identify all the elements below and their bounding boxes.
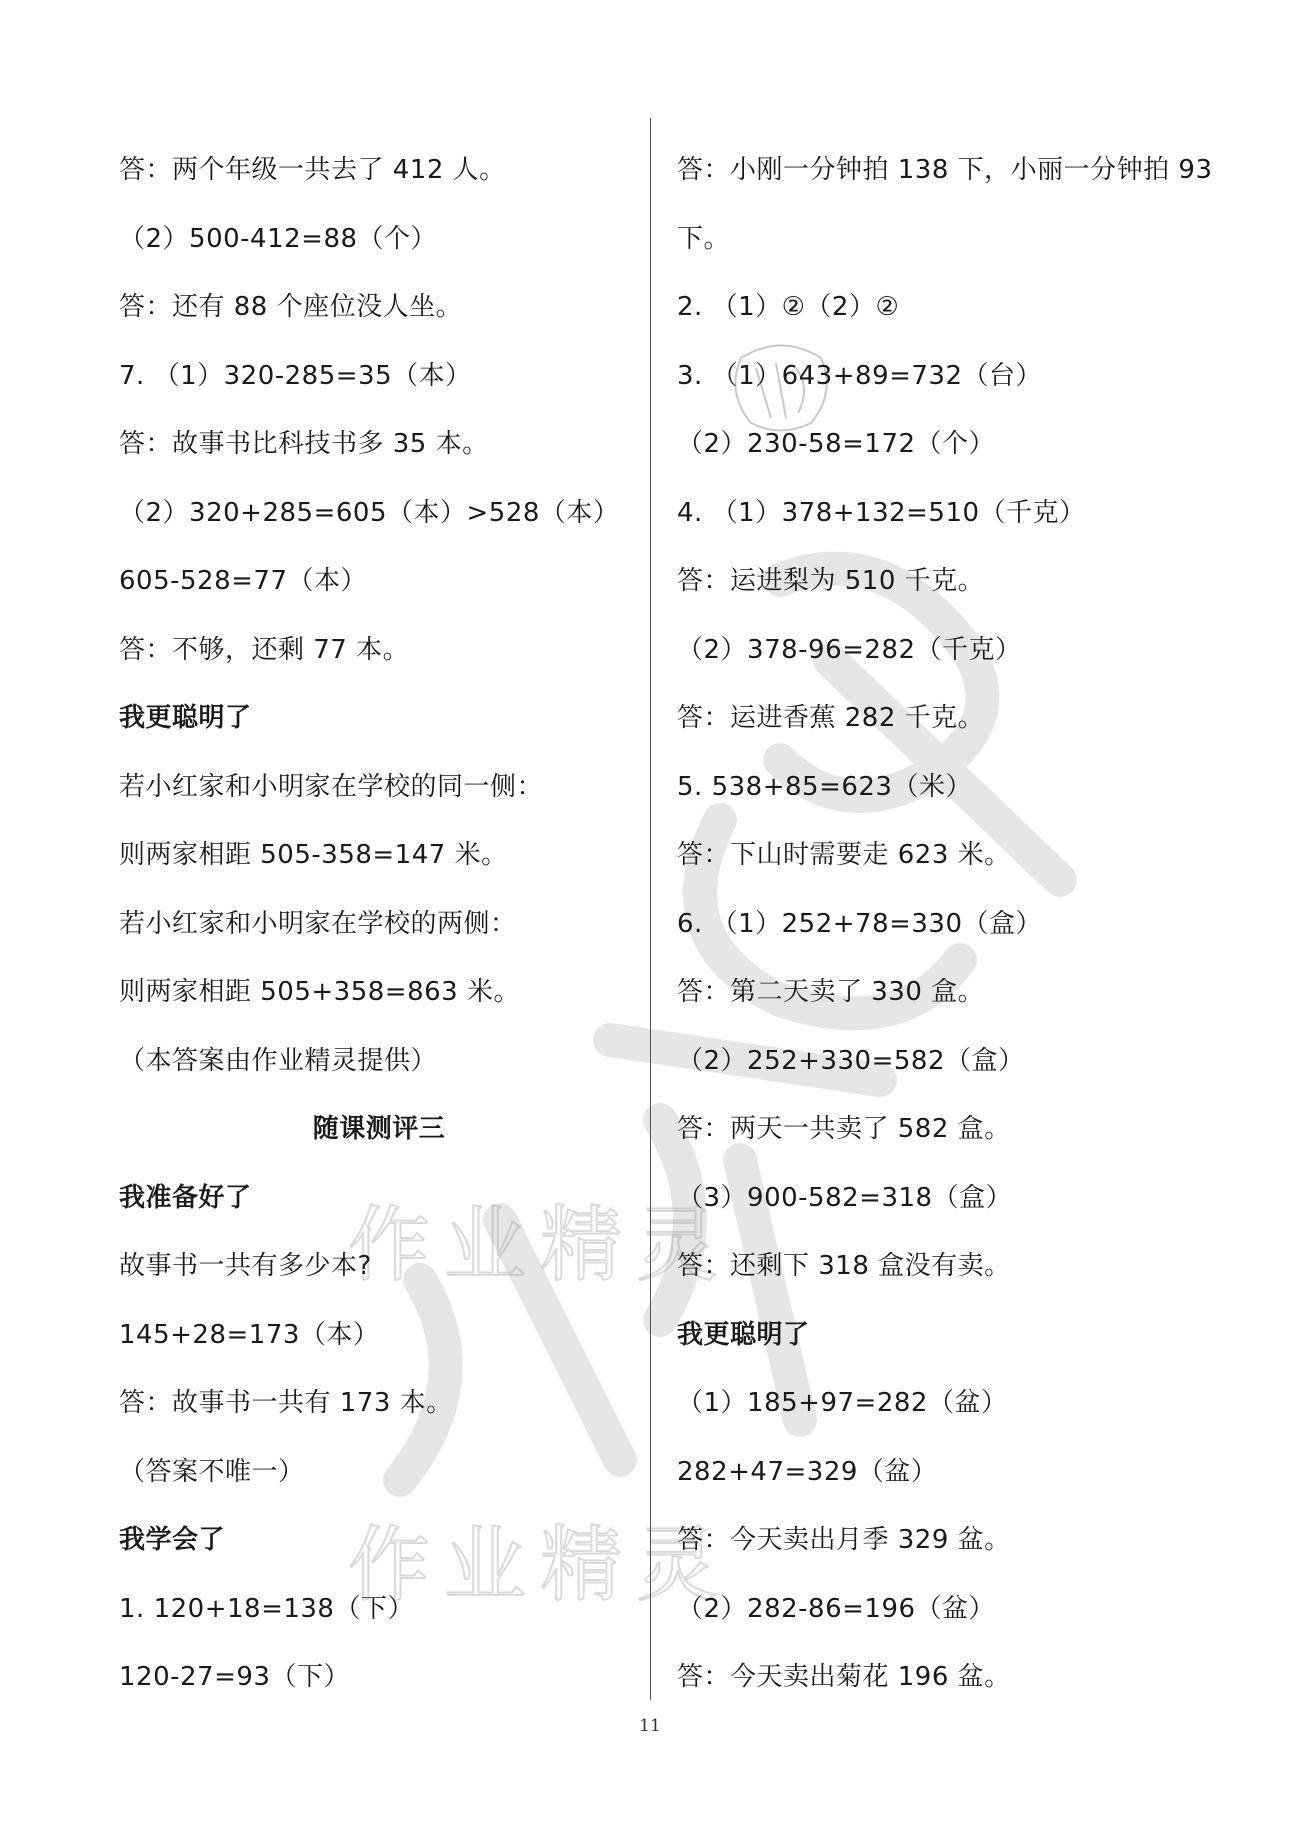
watermark-small-1: 作业精灵 bbox=[348, 1198, 733, 1293]
text-line: 答：两天一共卖了 582 盒。 bbox=[677, 1114, 1011, 1144]
text-line: 282+47=329（盆） bbox=[677, 1456, 938, 1487]
text-line: （答案不唯一） bbox=[119, 1456, 305, 1487]
text-line: 2. （1）②（2）② bbox=[677, 292, 900, 322]
text-line: 则两家相距 505+358=863 米。 bbox=[119, 977, 520, 1007]
text-line: 答：今天卖出菊花 196 盆。 bbox=[677, 1662, 1011, 1692]
text-line: 6. （1）252+78=330（盒） bbox=[677, 908, 1043, 939]
text-line: 3. （1）643+89=732（台） bbox=[677, 360, 1043, 391]
text-line: （2）282-86=196（盆） bbox=[677, 1593, 996, 1624]
text-line: （2）378-96=282（千克） bbox=[677, 634, 1022, 665]
text-line: 答：运进香蕉 282 千克。 bbox=[677, 703, 985, 733]
text-line: 605-528=77（本） bbox=[119, 566, 368, 596]
text-line: 若小红家和小明家在学校的两侧： bbox=[119, 908, 517, 939]
text-line: 答：故事书一共有 173 本。 bbox=[119, 1388, 453, 1418]
text-line: 下。 bbox=[677, 223, 731, 254]
text-line: 4. （1）378+132=510（千克） bbox=[677, 497, 1086, 528]
text-line: （2）252+330=582（盒） bbox=[677, 1045, 1025, 1076]
text-line: 故事书一共有多少本? bbox=[119, 1251, 372, 1281]
text-line: 答：第二天卖了 330 盒。 bbox=[677, 977, 985, 1007]
text-line: 则两家相距 505-358=147 米。 bbox=[119, 840, 508, 870]
text-line: 120-27=93（下） bbox=[119, 1662, 350, 1692]
text-line: （3）900-582=318（盒） bbox=[677, 1182, 1013, 1213]
section-heading: 我更聪明了 bbox=[677, 1319, 810, 1350]
section-heading: 我更聪明了 bbox=[119, 703, 252, 733]
text-line: （2）320+285=605（本）>528（本） bbox=[119, 497, 620, 528]
text-line: 7. （1）320-285=35（本） bbox=[119, 360, 472, 391]
text-line: 答：故事书比科技书多 35 本。 bbox=[119, 429, 489, 459]
text-line: （2）500-412=88（个） bbox=[119, 223, 438, 254]
text-line: 5. 538+85=623（米） bbox=[677, 771, 972, 802]
text-line: 答：还有 88 个座位没人坐。 bbox=[119, 292, 463, 322]
text-line: 答：小刚一分钟拍 138 下，小丽一分钟拍 93 bbox=[677, 155, 1213, 185]
column-divider bbox=[650, 118, 651, 1700]
watermark-small-2: 作业精灵 bbox=[348, 1518, 733, 1613]
text-line: （2）230-58=172（个） bbox=[677, 429, 996, 459]
text-line: （1）185+97=282（盆） bbox=[677, 1388, 1008, 1418]
page-number: 11 bbox=[639, 1716, 661, 1736]
right-column bbox=[677, 136, 1213, 1712]
text-line: 答：运进梨为 510 千克。 bbox=[677, 566, 985, 596]
text-line: 答：不够，还剩 77 本。 bbox=[119, 634, 410, 665]
text-line: 1. 120+18=138（下） bbox=[119, 1593, 414, 1624]
text-line: 若小红家和小明家在学校的同一侧： bbox=[119, 771, 544, 802]
chapter-title: 随课测评三 bbox=[312, 1114, 446, 1144]
text-line: 答：两个年级一共去了 412 人。 bbox=[119, 155, 506, 185]
section-heading: 我准备好了 bbox=[119, 1182, 252, 1213]
section-heading: 我学会了 bbox=[119, 1525, 226, 1555]
text-line: 答：下山时需要走 623 米。 bbox=[677, 840, 1011, 870]
text-line: 答：还剩下 318 盒没有卖。 bbox=[677, 1251, 1011, 1281]
text-line: 答：今天卖出月季 329 盆。 bbox=[677, 1525, 1011, 1555]
text-line: （本答案由作业精灵提供） bbox=[119, 1045, 438, 1076]
text-line: 145+28=173（本） bbox=[119, 1319, 380, 1350]
left-column bbox=[119, 136, 639, 1712]
